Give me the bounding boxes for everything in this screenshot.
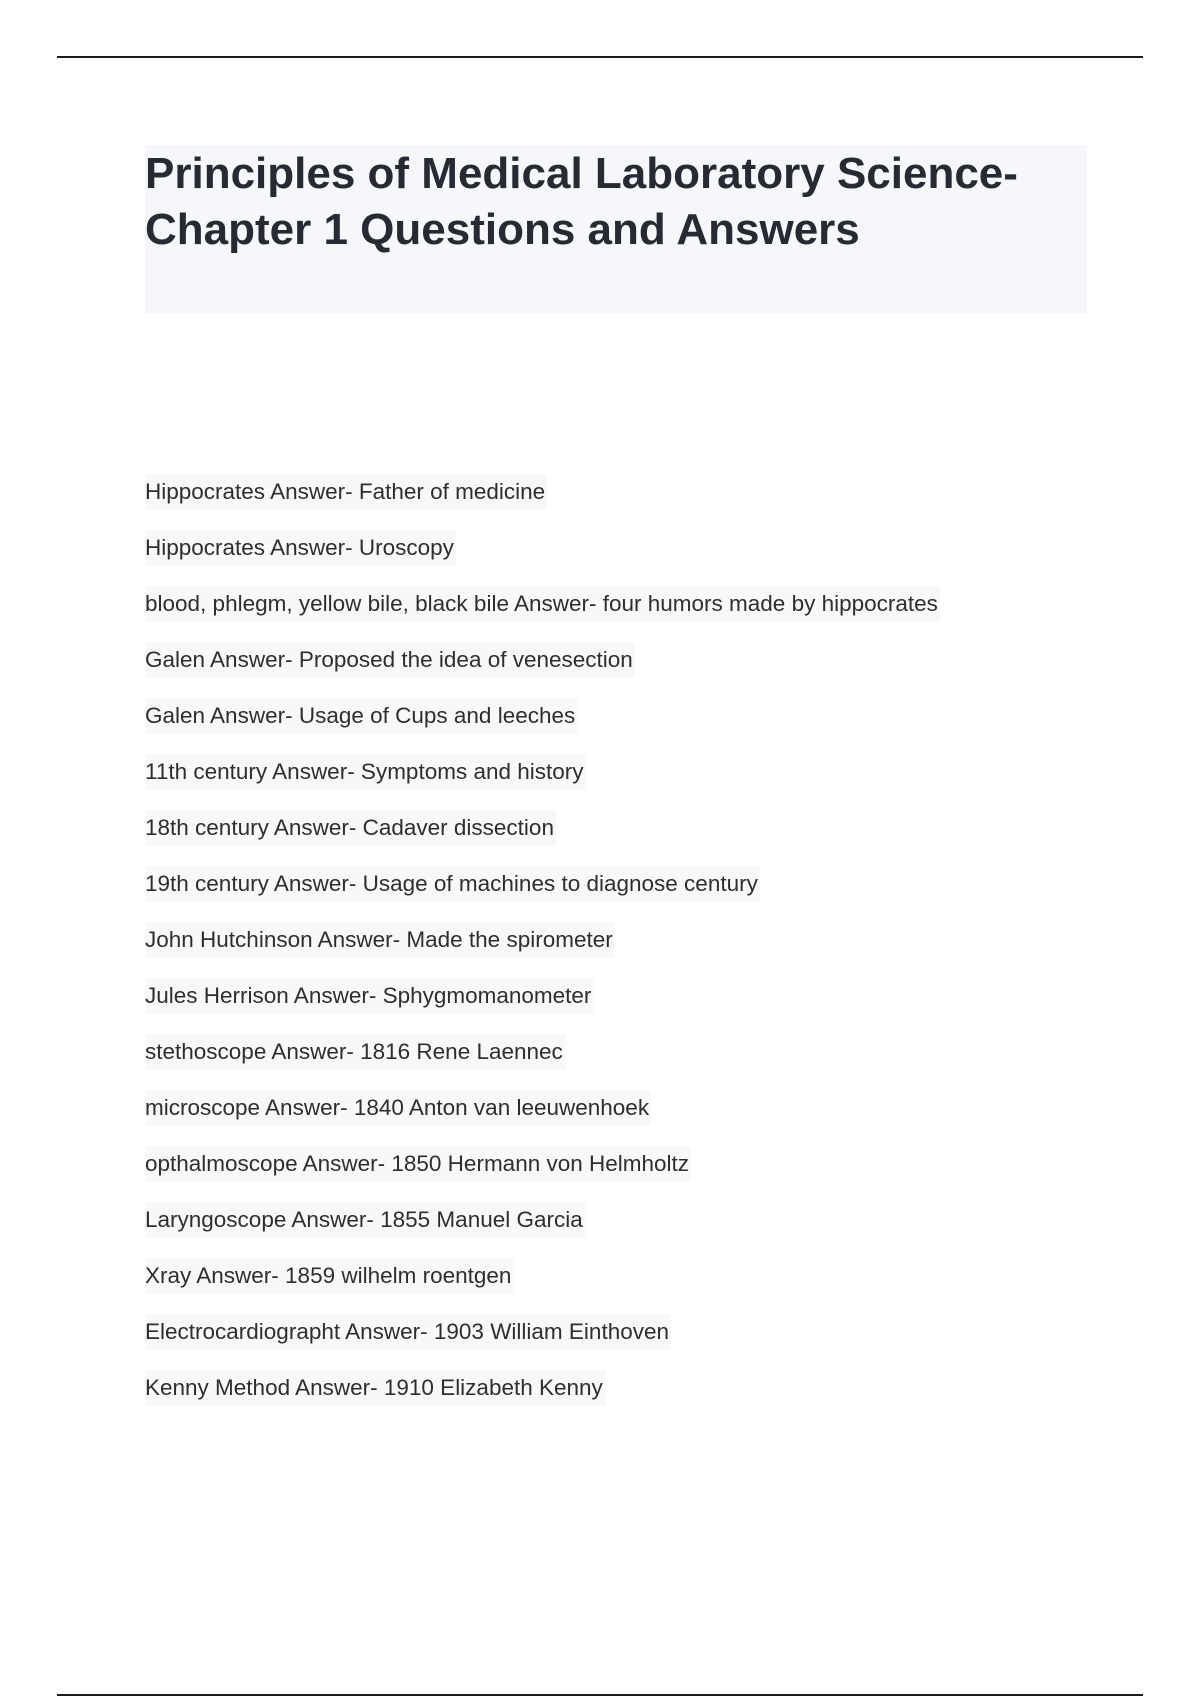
qa-text: Hippocrates Answer- Uroscopy: [145, 530, 456, 566]
qa-item: [145, 1146, 1105, 1202]
qa-text: blood, phlegm, yellow bile, black bile Answer- four humors made by hippocrates: [145, 586, 940, 622]
qa-text: opthalmoscope Answer- 1850 Hermann von Helmholtz: [145, 1146, 691, 1182]
qa-text: microscope Answer- 1840 Anton van leeuwenhoek: [145, 1090, 651, 1126]
qa-text: 19th century Answer- Usage of machines to diagnose century: [145, 866, 760, 902]
qa-item: [145, 474, 1105, 530]
qa-text: 11th century Answer- Symptoms and history: [145, 754, 586, 790]
qa-item: [145, 1034, 1105, 1090]
qa-item: [145, 1314, 1105, 1370]
bottom-rule: [57, 1694, 1143, 1696]
top-rule: [57, 56, 1143, 58]
qa-item: [145, 922, 1105, 978]
qa-text: Laryngoscope Answer- 1855 Manuel Garcia: [145, 1202, 585, 1238]
qa-item: [145, 642, 1105, 698]
qa-text: John Hutchinson Answer- Made the spirometer: [145, 922, 615, 958]
qa-item: [145, 978, 1105, 1034]
page-title: Principles of Medical Laboratory Science- Chapter 1 Questions and Answers: [145, 149, 1018, 254]
qa-text: Galen Answer- Usage of Cups and leeches: [145, 698, 577, 734]
qa-list: [145, 474, 1105, 1426]
qa-text: Xray Answer- 1859 wilhelm roentgen: [145, 1258, 513, 1294]
qa-text: Jules Herrison Answer- Sphygmomanometer: [145, 978, 593, 1014]
qa-item: [145, 530, 1105, 586]
qa-item: [145, 586, 1105, 642]
qa-item: [145, 866, 1105, 922]
title-block: [145, 145, 1087, 313]
qa-text: Kenny Method Answer- 1910 Elizabeth Kenny: [145, 1370, 605, 1406]
qa-item: [145, 1370, 1105, 1426]
qa-text: Hippocrates Answer- Father of medicine: [145, 474, 547, 510]
qa-text: Electrocardiographt Answer- 1903 William Einthoven: [145, 1314, 671, 1350]
qa-text: 18th century Answer- Cadaver dissection: [145, 810, 556, 846]
qa-item: [145, 754, 1105, 810]
qa-item: [145, 810, 1105, 866]
qa-item: [145, 1090, 1105, 1146]
qa-item: [145, 698, 1105, 754]
qa-text: stethoscope Answer- 1816 Rene Laennec: [145, 1034, 565, 1070]
qa-text: Galen Answer- Proposed the idea of venesection: [145, 642, 635, 678]
qa-item: [145, 1258, 1105, 1314]
qa-item: [145, 1202, 1105, 1258]
